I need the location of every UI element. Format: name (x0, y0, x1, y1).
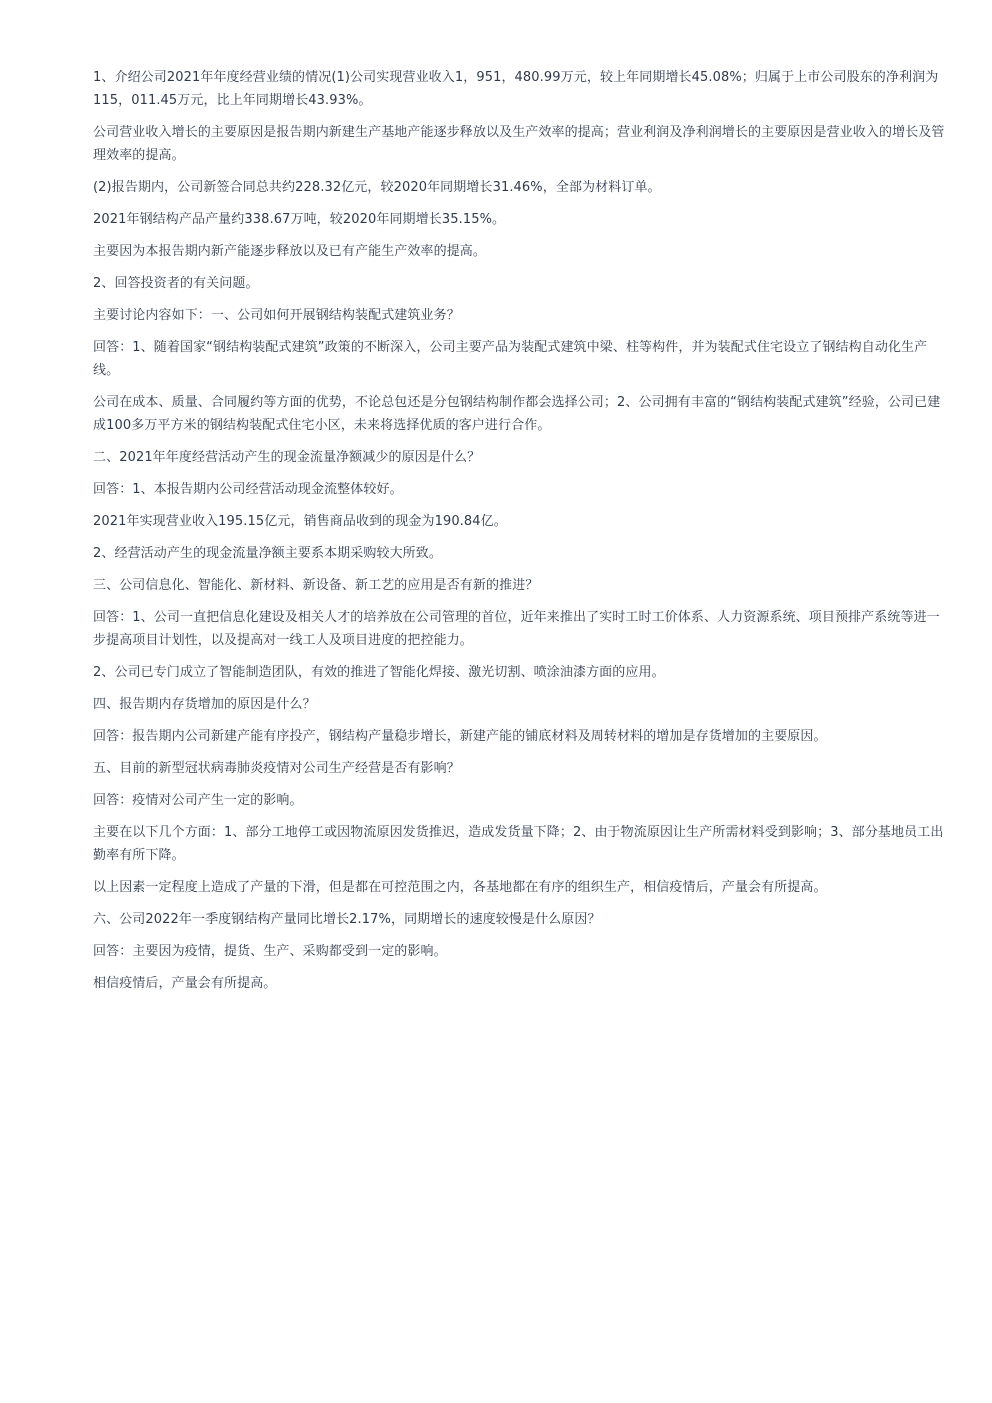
paragraph-answer-5c: 以上因素一定程度上造成了产量的下滑，但是都在可控范围之内，各基地都在有序的组织生产，相信疫情后，产量会有所提高。 (93, 880, 827, 895)
paragraph-question-1: 主要讨论内容如下：一、公司如何开展钢结构装配式建筑业务？ (93, 308, 460, 323)
paragraph-new-contracts: (2)报告期内，公司新签合同总共约228.32亿元，较2020年同期增长31.46%，全部为材料订单。 (93, 180, 661, 195)
paragraph-answer-6b: 相信疫情后，产量会有所提高。 (93, 976, 277, 991)
paragraph-question-5: 五、目前的新型冠状病毒肺炎疫情对公司生产经营是否有影响？ (93, 761, 460, 776)
paragraph-steel-output: 2021年钢结构产品产量约338.67万吨，较2020年同期增长35.15%。 (93, 212, 506, 227)
paragraph-answer-1b: 公司在成本、质量、合同履约等方面的优势，不论总包还是分包钢结构制作都会选择公司；2、公司拥有丰富的“钢结构装配式建筑”经验，公司已建成100多万平方米的钢结构装配式住宅小区，未来将选择优质的客户进行合作。 (93, 395, 941, 433)
paragraph-investor-questions-heading: 2、回答投资者的有关问题。 (93, 276, 259, 291)
paragraph-performance-intro: 1、介绍公司2021年年度经营业绩的情况(1)公司实现营业收入1，951，480.99万元，较上年同期增长45.08%；归属于上市公司股东的净利润为115，011.45万元，比上年同期增长43.93%。 (93, 70, 939, 108)
paragraph-answer-1a: 回答：1、随着国家“钢结构装配式建筑”政策的不断深入，公司主要产品为装配式建筑中梁、柱等构件，并为装配式住宅设立了钢结构自动化生产线。 (93, 340, 928, 378)
paragraph-answer-6a: 回答：主要因为疫情，提货、生产、采购都受到一定的影响。 (93, 944, 447, 959)
paragraph-question-6: 六、公司2022年一季度钢结构产量同比增长2.17%，同期增长的速度较慢是什么原因？ (93, 912, 601, 927)
paragraph-answer-3a: 回答：1、公司一直把信息化建设及相关人才的培养放在公司管理的首位，近年来推出了实时工时工价体系、人力资源系统、项目预排产系统等进一步提高项目计划性，以及提高对一线工人及项目进度的把控能力。 (93, 610, 940, 648)
paragraph-question-2: 二、2021年年度经营活动产生的现金流量净额减少的原因是什么？ (93, 450, 481, 465)
paragraph-output-reason: 主要因为本报告期内新产能逐步释放以及已有产能生产效率的提高。 (93, 244, 487, 259)
paragraph-answer-3b: 2、公司已专门成立了智能制造团队，有效的推进了智能化焊接、激光切割、喷涂油漆方面的应用。 (93, 665, 665, 680)
paragraph-answer-5b: 主要在以下几个方面：1、部分工地停工或因物流原因发货推迟，造成发货量下降；2、由于物流原因让生产所需材料受到影响；3、部分基地员工出勤率有所下降。 (93, 825, 944, 863)
paragraph-revenue-growth-reason: 公司营业收入增长的主要原因是报告期内新建生产基地产能逐步释放以及生产效率的提高；营业利润及净利润增长的主要原因是营业收入的增长及管理效率的提高。 (93, 125, 945, 163)
paragraph-answer-5a: 回答：疫情对公司产生一定的影响。 (93, 793, 303, 808)
paragraph-question-4: 四、报告期内存货增加的原因是什么？ (93, 697, 316, 712)
paragraph-answer-2b: 2021年实现营业收入195.15亿元，销售商品收到的现金为190.84亿。 (93, 514, 507, 529)
document-body (93, 66, 945, 1004)
paragraph-answer-4: 回答：报告期内公司新建产能有序投产，钢结构产量稳步增长，新建产能的铺底材料及周转材料的增加是存货增加的主要原因。 (93, 729, 827, 744)
paragraph-question-3: 三、公司信息化、智能化、新材料、新设备、新工艺的应用是否有新的推进？ (93, 578, 539, 593)
paragraph-answer-2c: 2、经营活动产生的现金流量净额主要系本期采购较大所致。 (93, 546, 442, 561)
paragraph-answer-2a: 回答：1、本报告期内公司经营活动现金流整体较好。 (93, 482, 403, 497)
